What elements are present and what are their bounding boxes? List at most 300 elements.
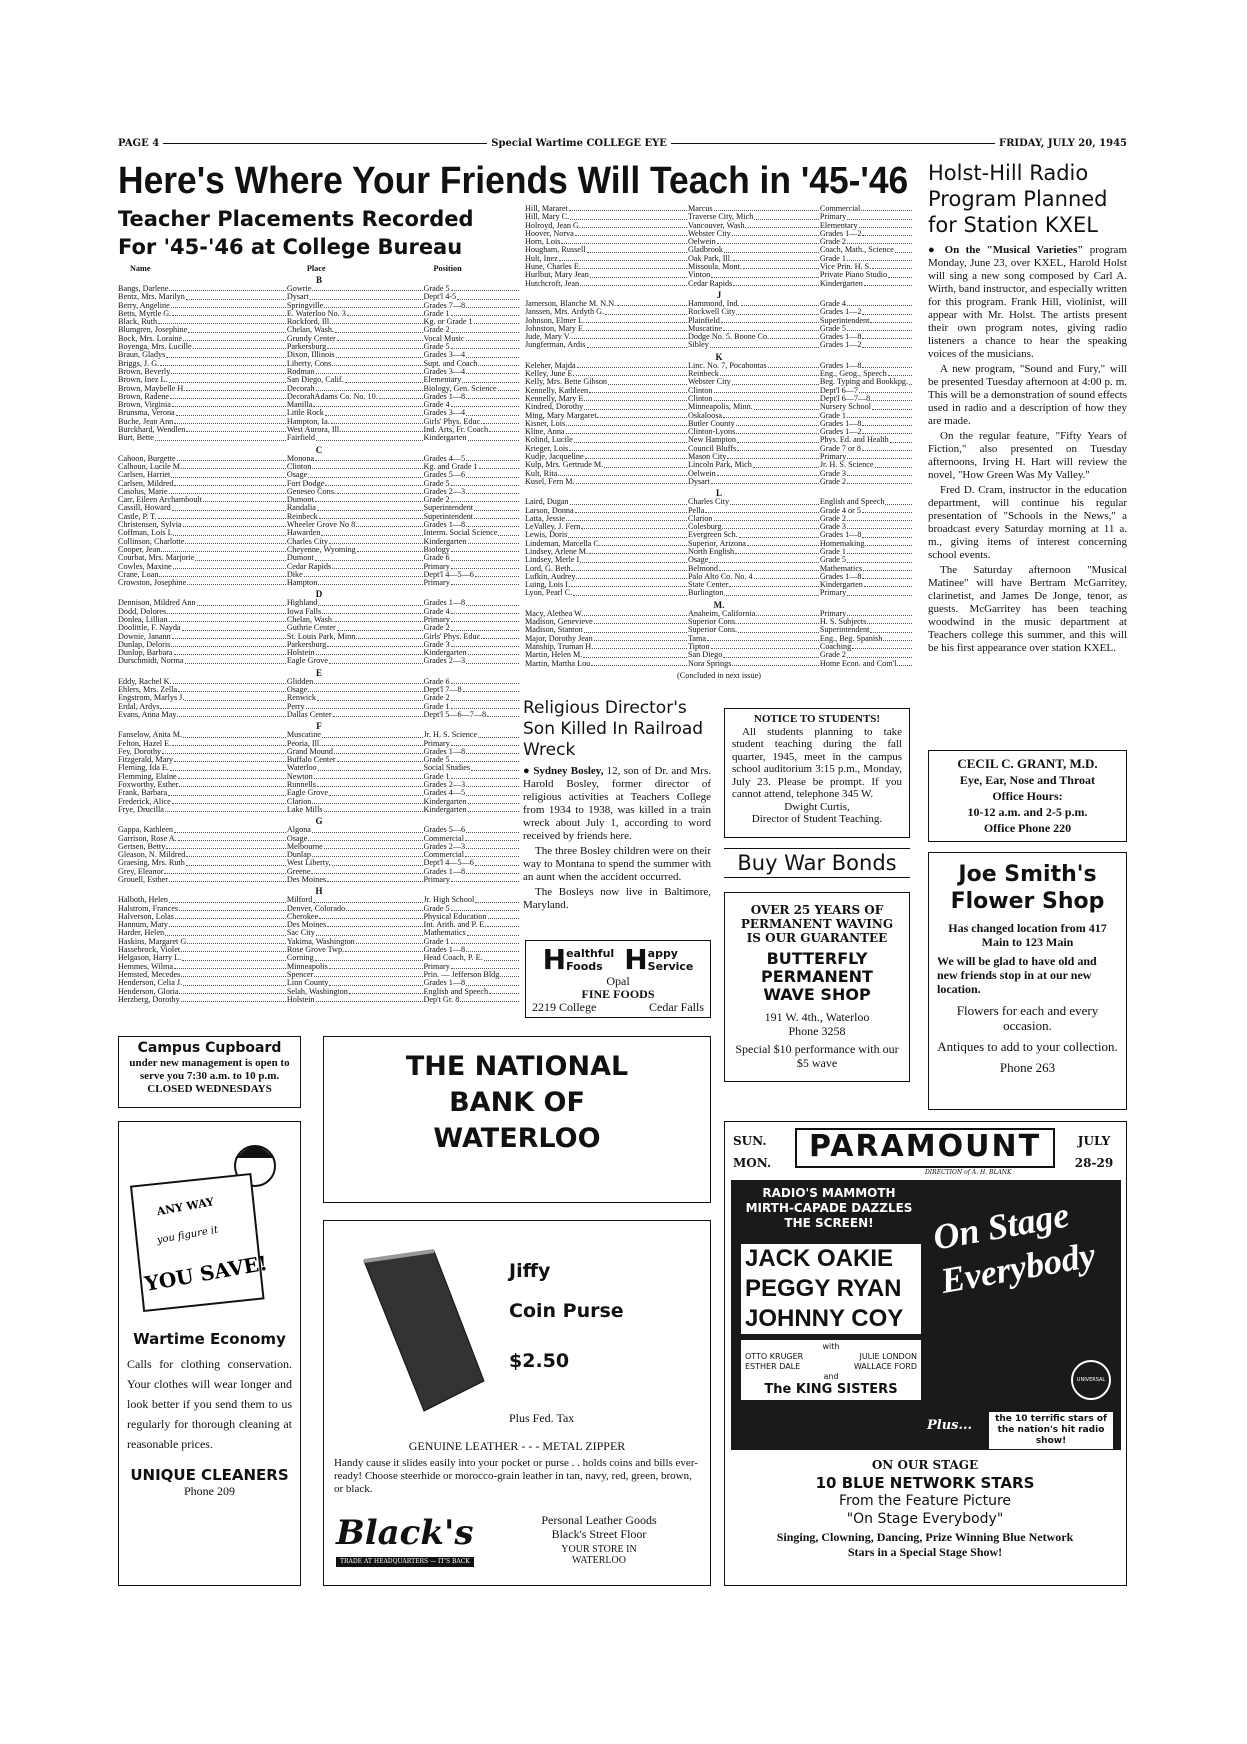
placement-place <box>688 280 820 288</box>
placement-position <box>424 806 520 814</box>
placement-row <box>118 851 520 859</box>
placement-name-text: Luing, Lois I. <box>525 581 571 590</box>
placement-name-text: Kolind, Lucile <box>525 436 573 445</box>
banner-figure: you figure it <box>156 1224 219 1247</box>
placement-place-text: Dysart <box>286 293 309 302</box>
placement-name-text: Garrison, Rose A. <box>118 834 177 843</box>
placement-name-text: Harder, Helen <box>118 929 165 938</box>
placement-position <box>424 756 520 764</box>
placement-row <box>525 412 913 420</box>
placement-position-text: Grade 6 <box>423 677 450 686</box>
placement-place-text: Colesburg <box>687 523 722 532</box>
placement-name <box>118 988 287 996</box>
placement-place <box>688 378 820 386</box>
placement-name <box>118 946 287 954</box>
placement-row <box>118 798 520 806</box>
product-material: GENUINE LEATHER - - - METAL ZIPPER <box>408 1439 626 1453</box>
section-letter: L <box>715 488 722 499</box>
placement-name-text: Jude, Mary V. <box>525 333 571 342</box>
placement-place <box>688 618 820 626</box>
poster-title: On Stage Everybody <box>930 1194 1099 1301</box>
placement-position <box>820 412 913 420</box>
placement-position-text: Primary <box>423 962 450 971</box>
placement-place-text: Parkersburg <box>286 343 327 352</box>
paramount-day-2: MON. <box>733 1156 772 1170</box>
stage-label: ON OUR STAGE <box>871 1458 979 1472</box>
placement-place-text: Belmond <box>687 564 718 573</box>
placement-place-text: Yakima, Washington <box>286 937 355 946</box>
placement-place-text: State Center <box>687 581 729 590</box>
placement-row <box>118 434 520 442</box>
placement-position-text: Grade 1 <box>423 309 450 318</box>
placement-position <box>820 531 913 539</box>
support-name: WALLACE FORD <box>853 1362 917 1371</box>
placement-name <box>118 703 287 711</box>
placement-place <box>287 616 424 624</box>
placement-place <box>287 376 424 384</box>
placement-name <box>525 445 688 453</box>
placement-position <box>424 835 520 843</box>
placement-place <box>287 463 424 471</box>
placement-position-text: Dep't Gr. 8 <box>423 995 460 1004</box>
placement-place-text: DecorahAdams Co. No. 10. <box>286 392 378 401</box>
placement-position <box>424 843 520 851</box>
placement-row <box>525 428 913 436</box>
placement-place-text: North English <box>687 547 735 556</box>
placement-place-text: Iowa Falls <box>286 607 322 616</box>
placement-place <box>287 826 424 834</box>
radio-para: Fred D. Cram, instructor in the education department, will continue his regular presentation of "Schools in the News," a broadcast every Saturday morning at 11 a. m., giving items of interest concerning school events. <box>928 484 1127 561</box>
section-letter: F <box>316 721 322 732</box>
placement-position-text: Supt. and Coach <box>423 359 478 368</box>
placement-position-text: Primary <box>423 876 450 884</box>
placement-place <box>688 341 820 349</box>
radio-para: program Monday, June 23, over KXEL, Harold Holst will sing a new song composed by Carl A. Wirth, band instructor, and especially written for this program. Frank Hill, violinist, will appear with Mr. Holst. The artists present their own program notes, giving radio listeners a chance to hear the speaking voices of the musicians. <box>928 244 1127 360</box>
placement-name-text: Lindsey, Arlene M. <box>525 547 589 556</box>
poster-tagline: RADIO'S MAMMOTH MIRTH-CAPADE DAZZLES THE SCREEN! <box>745 1186 913 1230</box>
placement-name-text: Janssen, Mrs. Ardyth G. <box>525 308 605 317</box>
placement-place-text: Hammond, Ind. <box>687 299 740 308</box>
joe-flowers: Flowers for each and every occasion. <box>956 1003 1099 1033</box>
placement-position <box>820 300 913 308</box>
unique-cleaners-ad <box>118 1121 301 1586</box>
placement-position-text: Home Econ. and Com'l. <box>819 659 899 668</box>
placement-name <box>118 896 287 904</box>
placement-name-text: Madison, Genevieve <box>525 618 593 627</box>
placement-position <box>820 643 913 651</box>
placement-row <box>525 523 913 531</box>
placement-place <box>287 954 424 962</box>
placement-position <box>820 470 913 478</box>
placement-row <box>118 546 520 554</box>
placement-row <box>118 302 520 310</box>
placement-position-text: H. S. Subjects <box>819 618 867 627</box>
placement-position <box>424 360 520 368</box>
placement-row <box>525 387 913 395</box>
placement-row <box>118 938 520 946</box>
placement-place-text: Dike <box>286 570 303 579</box>
placement-place-text: Linc. No. 7, Pocahontas <box>687 361 767 370</box>
placement-name <box>525 531 688 539</box>
placement-name-text: Frederick, Alice <box>118 797 171 806</box>
placement-position <box>820 280 913 288</box>
placement-name-text: Eddy, Rachel K. <box>118 677 172 686</box>
section-letter: D <box>315 589 323 600</box>
placement-name <box>118 310 287 318</box>
placement-position-text: Dept'l 5—6—7—8 <box>423 710 487 719</box>
placement-place <box>287 835 424 843</box>
placement-name-text: Macy, Alethea W. <box>525 609 584 618</box>
placement-name-text: Latta, Jessie <box>525 514 566 523</box>
placement-position <box>424 529 520 537</box>
placement-position <box>820 246 913 254</box>
placement-position <box>820 589 913 597</box>
placement-place-text: Chelan, Wash. <box>286 326 334 335</box>
placement-place <box>287 806 424 814</box>
placement-row <box>118 781 520 789</box>
placement-row <box>118 496 520 504</box>
section-letter: J <box>716 289 722 300</box>
placement-place-text: Cedar Rapids <box>687 279 733 288</box>
placement-name-text: Braun, Gladys <box>118 351 166 360</box>
movie-poster <box>731 1180 1121 1450</box>
placement-name-text: Dunlop, Barbara <box>118 649 173 658</box>
placement-position <box>820 635 913 643</box>
placement-name <box>118 368 287 376</box>
support-name: JULIE LONDON <box>859 1352 917 1361</box>
placement-position-text: Homemaking <box>819 539 865 548</box>
placement-position <box>424 310 520 318</box>
placement-row <box>118 740 520 748</box>
placement-position <box>424 488 520 496</box>
placement-name-text: Brown, Beverly <box>118 367 171 376</box>
placement-position <box>424 938 520 946</box>
placement-place-text: Dunlap <box>286 851 311 860</box>
placement-position <box>820 387 913 395</box>
placement-name <box>118 694 287 702</box>
placement-place-text: Superior, Arizona <box>687 539 746 548</box>
placement-name-text: Carr, Eileen Archamboult <box>118 496 203 505</box>
joe-moved: Has changed location from 417 Main to 123 Main <box>948 921 1107 949</box>
placement-name-text: Hemsted, Mecedes <box>118 970 181 979</box>
placement-name <box>525 341 688 349</box>
placement-name-text: Bock, Mrs. Loraine <box>118 334 183 343</box>
placement-place-text: Burlington <box>687 589 724 598</box>
placement-row <box>525 556 913 564</box>
placement-place-text: Osage <box>286 686 308 695</box>
national-bank-ad: THE NATIONAL BANK OF WATERLOO <box>323 1036 711 1203</box>
placement-position <box>424 641 520 649</box>
butterfly-phone: Phone 3258 <box>788 1024 846 1038</box>
placement-place <box>287 571 424 579</box>
placement-name <box>118 851 287 859</box>
placement-position <box>424 471 520 479</box>
placement-position-text: Dept'l 7—8 <box>423 686 462 695</box>
placement-row <box>118 703 520 711</box>
feature-picture: "On Stage Everybody" <box>846 1511 1004 1527</box>
grant-name: CECIL C. GRANT, M.D. <box>957 756 1098 771</box>
radio-headline: Holst-Hill Radio Program Planned for Station KXEL <box>928 161 1108 237</box>
placement-position <box>424 571 520 579</box>
placement-position-text: Grade 3 <box>423 640 450 649</box>
placement-place-text: Springville <box>286 301 324 310</box>
placement-position-text: Vice Prin. H. S. <box>819 263 872 272</box>
placement-row <box>118 426 520 434</box>
placement-name <box>525 403 688 411</box>
placement-position <box>424 996 520 1004</box>
placement-name-text: Collinson, Charlotte <box>118 537 185 546</box>
placement-place-text: Rockwell City <box>687 308 736 317</box>
placement-name <box>118 455 287 463</box>
placement-name-text: Kindred, Dorothy <box>525 403 584 412</box>
placement-row <box>118 455 520 463</box>
placement-name <box>118 764 287 772</box>
placement-position-text: Grades 1—2 <box>819 229 862 238</box>
placement-place-text: Webster City <box>687 229 731 238</box>
placement-name <box>118 868 287 876</box>
placement-name <box>525 370 688 378</box>
placement-place <box>688 660 820 668</box>
placement-place <box>688 581 820 589</box>
placement-name-text: Betts, Myrtle G. <box>118 309 172 318</box>
placement-position <box>820 370 913 378</box>
placement-name-text: Kelly, Mrs. Bette Gibson <box>525 378 608 387</box>
placement-name <box>118 798 287 806</box>
placement-place-text: Little Rock <box>286 409 324 418</box>
placement-name-text: Kisner, Lois <box>525 419 566 428</box>
placement-position <box>820 556 913 564</box>
banner-any-way: ANY WAY <box>155 1195 215 1219</box>
placement-position <box>820 325 913 333</box>
placement-row <box>525 531 913 539</box>
placement-place-text: Dumont <box>286 554 314 563</box>
placement-position-text: Kindergarten <box>819 581 863 590</box>
placement-position-text: Primary <box>423 739 450 748</box>
placement-position <box>820 445 913 453</box>
placement-row <box>118 748 520 756</box>
placement-name-text: Courbat, Mrs. Marjorie <box>118 554 195 563</box>
placement-position <box>424 913 520 921</box>
placement-position <box>424 343 520 351</box>
placement-place <box>287 789 424 797</box>
placement-place-text: Gladbrook <box>687 246 723 255</box>
network-stars: 10 BLUE NETWORK STARS <box>815 1474 1035 1492</box>
placement-row <box>525 222 913 230</box>
placement-name-text: Jungferman, Ardis <box>525 341 586 350</box>
placement-place <box>287 488 424 496</box>
placement-position-text: Vocal Music <box>423 334 465 343</box>
placement-position <box>820 660 913 668</box>
placement-position <box>424 633 520 641</box>
placement-position <box>820 478 913 486</box>
placement-row <box>118 913 520 921</box>
placement-place <box>287 896 424 904</box>
placement-position-text: Grades 5—6 <box>423 471 466 480</box>
placement-place <box>287 859 424 867</box>
placement-position <box>424 711 520 719</box>
placement-place <box>287 318 424 326</box>
placement-row <box>525 378 913 386</box>
stage-show-desc: Singing, Clowning, Dancing, Prize Winning Blue Network Stars in a Special Stage Show! <box>776 1530 1074 1559</box>
placement-place <box>287 876 424 884</box>
page-header <box>118 136 1127 150</box>
placement-position-text: Grade 5 <box>423 343 450 352</box>
placement-position-text: Grade 1 <box>423 702 450 711</box>
notice-signer: Dwight Curtis, <box>784 800 850 813</box>
placement-name-text: Kelley, June E. <box>525 370 575 379</box>
placement-position <box>820 573 913 581</box>
placement-position <box>424 302 520 310</box>
placement-position-text: Grade 1 <box>819 547 847 556</box>
placement-position-text: Kindergarten <box>423 537 467 546</box>
placement-position <box>424 731 520 739</box>
placement-place-text: Chelan, Wash. <box>286 615 334 624</box>
blacks-floor: Black's Street Floor <box>551 1527 647 1541</box>
placement-position-text: Superintendent <box>819 626 870 635</box>
placement-place <box>688 515 820 523</box>
placement-row <box>525 618 913 626</box>
placement-place <box>688 531 820 539</box>
placement-position <box>820 213 913 221</box>
placement-name <box>118 393 287 401</box>
placement-position-text: Girls' Phys. Educ. <box>423 632 483 641</box>
placement-row <box>118 463 520 471</box>
placement-name-text: Halverson, Lolas <box>118 912 174 921</box>
placement-name-text: Hannum, Mary <box>118 921 169 930</box>
poster-plus: Plus... <box>927 1418 973 1433</box>
placement-name <box>525 643 688 651</box>
placement-place-text: Charles City <box>286 537 328 546</box>
placement-place-text: Manilla <box>286 401 313 410</box>
opal-healthful: ealthful <box>566 947 615 960</box>
placement-position <box>424 521 520 529</box>
war-bonds-banner: Buy War Bonds <box>724 848 910 878</box>
placement-place-text: Pella <box>687 506 705 515</box>
placement-place <box>688 263 820 271</box>
placement-place <box>287 496 424 504</box>
placement-name <box>525 412 688 420</box>
opal-fine-foods: FINE FOODS <box>581 987 655 1001</box>
placement-name-text: Hill, Mararet <box>525 205 568 213</box>
placement-name <box>525 556 688 564</box>
placement-name <box>118 463 287 471</box>
placement-row <box>118 418 520 426</box>
placement-place-text: Algona <box>286 826 311 835</box>
placement-name <box>118 599 287 607</box>
col-position: Position <box>433 264 462 273</box>
placement-position-text: Grades 1—2 <box>819 308 862 317</box>
placement-place <box>287 521 424 529</box>
placement-place <box>688 395 820 403</box>
placement-position <box>424 694 520 702</box>
placement-place-text: Wheeler Grove No 8 <box>286 521 356 530</box>
placement-name-text: Kline, Anna <box>525 428 565 437</box>
section-letter: H <box>315 886 323 897</box>
placement-row <box>118 921 520 929</box>
placement-place-text: Muscatine <box>286 731 321 740</box>
placement-position <box>424 649 520 657</box>
placement-name-text: Grey, Eleanor <box>118 867 164 876</box>
placement-position <box>820 498 913 506</box>
poster-plus-text: the 10 terrific stars of the nation's hit radio show! <box>989 1412 1113 1449</box>
placement-row <box>525 317 913 325</box>
placement-position <box>424 868 520 876</box>
placement-name <box>118 789 287 797</box>
placement-row <box>118 756 520 764</box>
placement-row <box>525 515 913 523</box>
wreck-para: The Bosleys now live in Baltimore, Maryland. <box>523 886 711 911</box>
placement-row <box>525 540 913 548</box>
placement-position-text: Commercial <box>819 205 861 213</box>
placement-name-text: Lyon, Pearl C. <box>525 589 573 598</box>
placement-position-text: Coaching <box>819 642 852 651</box>
placement-position <box>820 515 913 523</box>
placement-position <box>820 651 913 659</box>
grant-phone: Office Phone 220 <box>983 821 1072 835</box>
placement-place-text: Traverse City, Mich <box>687 213 754 222</box>
placement-row <box>525 470 913 478</box>
campus-title: Campus Cupboard <box>137 1040 282 1056</box>
butterfly-address: 191 W. 4th., Waterloo <box>764 1010 870 1024</box>
placement-position-text: Private Piano Studio <box>819 271 888 280</box>
placement-position-text: Dept'l 4-5 <box>423 293 457 302</box>
placement-position <box>424 608 520 616</box>
placement-name-text: Foxworthy, Esther <box>118 781 179 790</box>
placement-name <box>525 635 688 643</box>
placement-position <box>424 826 520 834</box>
placement-place-text: Clinton <box>687 394 713 403</box>
placement-place-text: Glidden <box>286 677 314 686</box>
placement-position-text: Grade 2 <box>819 238 847 247</box>
placement-place <box>287 351 424 359</box>
placement-name <box>525 461 688 469</box>
placement-position <box>424 678 520 686</box>
placement-row <box>525 325 913 333</box>
placement-position-text: Grade 3 <box>819 469 847 478</box>
placement-name-text: Fey, Dorothy <box>118 747 162 756</box>
placement-position <box>424 554 520 562</box>
placement-place-text: Hampton, Ia. <box>286 417 330 426</box>
placement-position-text: Beg. Typing and Bookkpg. <box>819 378 909 387</box>
placement-place <box>688 205 820 213</box>
placement-place <box>688 436 820 444</box>
placement-position-text: Primary <box>423 615 450 624</box>
placement-place-text: Rodman <box>286 367 315 376</box>
placement-position-text: Primary <box>819 453 847 462</box>
placement-place-text: Cheyenne, Wyoming <box>286 545 356 554</box>
placement-name-text: Carlsen, Mildred <box>118 479 174 488</box>
placement-position-text: Elementary <box>423 376 462 385</box>
star-name: JACK OAKIE <box>745 1245 894 1272</box>
placement-position <box>424 293 520 301</box>
placement-row <box>118 789 520 797</box>
placement-position-text: Primary <box>819 589 847 598</box>
product-tax: Plus Fed. Tax <box>509 1411 575 1425</box>
placement-position-text: English and Speech <box>423 987 489 996</box>
paramount-ad <box>724 1121 1127 1586</box>
support-name: ESTHER DALE <box>745 1362 801 1371</box>
placement-position-text: Grades 1—8 <box>423 599 466 608</box>
placement-name <box>118 521 287 529</box>
placement-row <box>118 521 520 529</box>
placement-position-text: Grades 1—2 <box>819 428 862 437</box>
placement-row <box>118 608 520 616</box>
placement-name <box>118 624 287 632</box>
placement-position <box>424 546 520 554</box>
placement-place-text: Selah, Washington <box>286 987 348 996</box>
placement-name-text: Horn, Lois <box>525 238 561 247</box>
placement-position-text: Kindergarten <box>819 279 863 288</box>
